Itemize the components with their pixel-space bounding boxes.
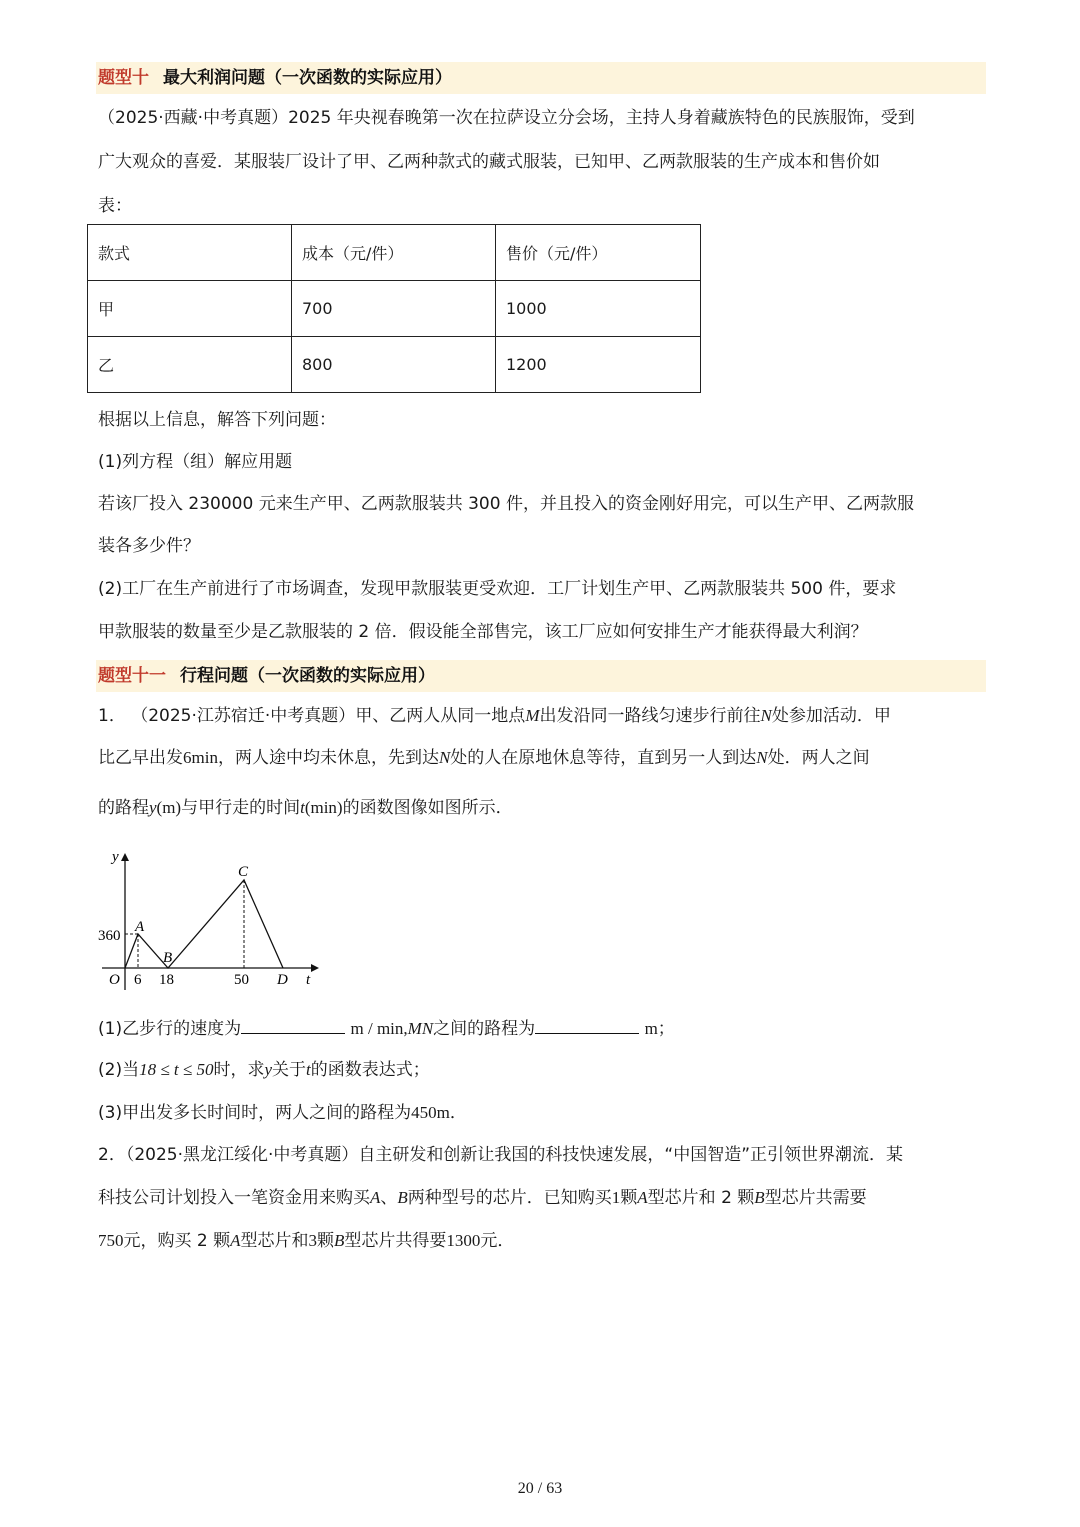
six-min: 6min	[183, 748, 218, 767]
section-tag: 题型十一	[98, 666, 166, 686]
sub-question-1	[98, 1015, 988, 1041]
price-1300: 1300	[446, 1231, 481, 1250]
sub-question-3	[98, 1101, 988, 1125]
text: 的函数表达式；	[310, 1060, 430, 1080]
table-cell: 1200	[496, 337, 701, 393]
distance-time-graph	[92, 845, 332, 995]
intro-line: 广大观众的喜爱．某服装厂设计了甲、乙两种款式的藏式服装，已知甲、乙两款服装的生产成本和售价如	[98, 152, 880, 172]
price-table	[87, 224, 701, 393]
answer-blank[interactable]	[535, 1015, 639, 1034]
table-cell: 700	[292, 281, 496, 337]
text: ，两人途中均未休息，先到达	[217, 748, 439, 768]
section-header-10	[96, 62, 986, 94]
var-t: t	[300, 798, 305, 817]
text: 之间的路程为	[433, 1019, 536, 1039]
chip-b: B	[334, 1231, 345, 1250]
text: 元，购买 2 颗	[123, 1231, 231, 1251]
point-n: N	[760, 706, 772, 725]
table-cell: 乙	[88, 337, 292, 393]
table-row	[88, 281, 701, 337]
problem-source: （2025·江苏宿迁·中考真题）	[131, 706, 356, 726]
answer-blank[interactable]	[241, 1015, 345, 1034]
text: 时，求	[213, 1060, 265, 1080]
page-number: 20 / 63	[517, 1480, 563, 1497]
distance-unit: m；	[644, 1019, 675, 1038]
chip-a: A	[230, 1231, 241, 1250]
segment-mn: MN	[407, 1019, 434, 1038]
text: 处的人在原地休息等待，直到另一人到达	[450, 748, 757, 768]
text: 型芯片共得要	[344, 1231, 447, 1251]
point-c-label: C	[238, 864, 249, 880]
text: (2)当	[98, 1060, 140, 1080]
chip-b: B	[397, 1188, 408, 1207]
text: 颗	[317, 1231, 335, 1251]
intro-line: （2025·西藏·中考真题）2025 年央视春晚第一次在拉萨设立分会场，主持人身着藏族特色的民族服饰，受到	[98, 108, 915, 128]
price-750: 750	[98, 1231, 124, 1250]
section-title: 最大利润问题（一次函数的实际应用）	[163, 68, 452, 88]
chip-a: A	[370, 1188, 381, 1207]
text: 的路程	[98, 798, 149, 818]
problem-number: 1．	[98, 706, 126, 726]
point-m: M	[525, 706, 540, 725]
text: (1)乙步行的速度为	[98, 1019, 242, 1039]
section-title: 行程问题（一次函数的实际应用）	[180, 666, 435, 686]
lead-text: 根据以上信息，解答下列问题：	[98, 410, 336, 430]
y-tick-360: 360	[98, 928, 121, 944]
problem-1-line	[98, 746, 988, 770]
intro-line: 表：	[98, 196, 132, 216]
graph-line	[125, 880, 283, 968]
x-tick-18: 18	[159, 972, 174, 988]
table-cell: 甲	[88, 281, 292, 337]
question-1-text: 若该厂投入 230000 元来生产甲、乙两款服装共 300 件，并且投入的资金刚好用完，可以生产甲、乙两款服	[98, 494, 914, 514]
unit-m: (m)	[156, 798, 182, 817]
problem-1-line	[98, 796, 988, 820]
unit-min: (min)	[304, 798, 343, 817]
var-t: t	[306, 1060, 311, 1079]
point-n: N	[438, 748, 451, 767]
text: 关于	[272, 1060, 307, 1080]
chip-a: A	[637, 1188, 648, 1207]
text: 出发沿同一路线匀速步行前往	[539, 706, 761, 726]
var-y: y	[264, 1060, 273, 1079]
text: ．	[449, 1103, 467, 1123]
text: 的函数图像如图所示．	[342, 798, 513, 818]
point-b-label: B	[163, 950, 173, 966]
text: 处．两人之间	[767, 748, 870, 768]
x-tick-6: 6	[134, 972, 142, 988]
section-header-11	[96, 660, 986, 692]
table-row	[88, 337, 701, 393]
table-header-row	[88, 225, 701, 281]
point-d-label: D	[277, 972, 288, 988]
chip-b: B	[754, 1188, 765, 1207]
table-cell: 1000	[496, 281, 701, 337]
text: 比乙早出发	[98, 748, 183, 768]
question-1-label: (1)列方程（组）解应用题	[98, 452, 293, 472]
question-1-text: 装各多少件？	[98, 536, 200, 556]
distance-value: 450m	[411, 1103, 450, 1122]
question-2-text: 甲款服装的数量至少是乙款服装的 2 倍．假设能全部售完，该工厂应如何安排生产才能获得最大利润？	[98, 622, 868, 642]
problem-2-line	[98, 1143, 988, 1167]
y-axis-label: y	[112, 849, 119, 865]
text: （2025·黑龙江绥化·中考真题）自主研发和创新让我国的科技快速发展，“中国智造”正引领世界潮流．某	[125, 1145, 904, 1165]
count-three: 3	[308, 1231, 318, 1250]
table-header-cell: 售价（元/件）	[496, 225, 701, 281]
text: 元．	[480, 1231, 515, 1251]
text: 甲、乙两人从同一地点	[355, 706, 526, 726]
inequality: 18 ≤ t ≤ 50	[139, 1060, 214, 1079]
text: 型芯片共需要	[764, 1188, 867, 1208]
question-2-text: (2)工厂在生产前进行了市场调查，发现甲款服装更受欢迎．工厂计划生产甲、乙两款服装共 500 件，要求	[98, 579, 897, 599]
count-one: 1	[611, 1188, 621, 1207]
problem-2-line	[98, 1229, 988, 1253]
table-cell: 800	[292, 337, 496, 393]
sub-question-2	[98, 1058, 988, 1082]
text: 、	[380, 1188, 398, 1208]
text: 型芯片和 2 颗	[647, 1188, 755, 1208]
speed-unit: m / min,	[350, 1019, 408, 1038]
point-n: N	[756, 748, 768, 767]
origin-label: O	[109, 972, 120, 988]
section-tag: 题型十	[98, 68, 149, 88]
t-axis-label: t	[306, 972, 311, 988]
x-tick-50: 50	[234, 972, 249, 988]
problem-2-line	[98, 1186, 988, 1210]
text: (3)甲出发多长时间时，两人之间的路程为	[98, 1103, 412, 1123]
text: 与甲行走的时间	[181, 798, 301, 818]
var-y: y	[149, 798, 157, 817]
table-header-cell: 款式	[88, 225, 292, 281]
text: 处参加活动．甲	[771, 706, 891, 726]
text: 颗	[620, 1188, 638, 1208]
text: 两种型号的芯片．已知购买	[407, 1188, 612, 1208]
problem-number: 2．	[98, 1145, 126, 1165]
problem-1-line	[98, 704, 988, 728]
text: 科技公司计划投入一笔资金用来购买	[98, 1188, 370, 1208]
table-header-cell: 成本（元/件）	[292, 225, 496, 281]
point-a-label: A	[135, 919, 145, 935]
text: 型芯片和	[240, 1231, 309, 1251]
